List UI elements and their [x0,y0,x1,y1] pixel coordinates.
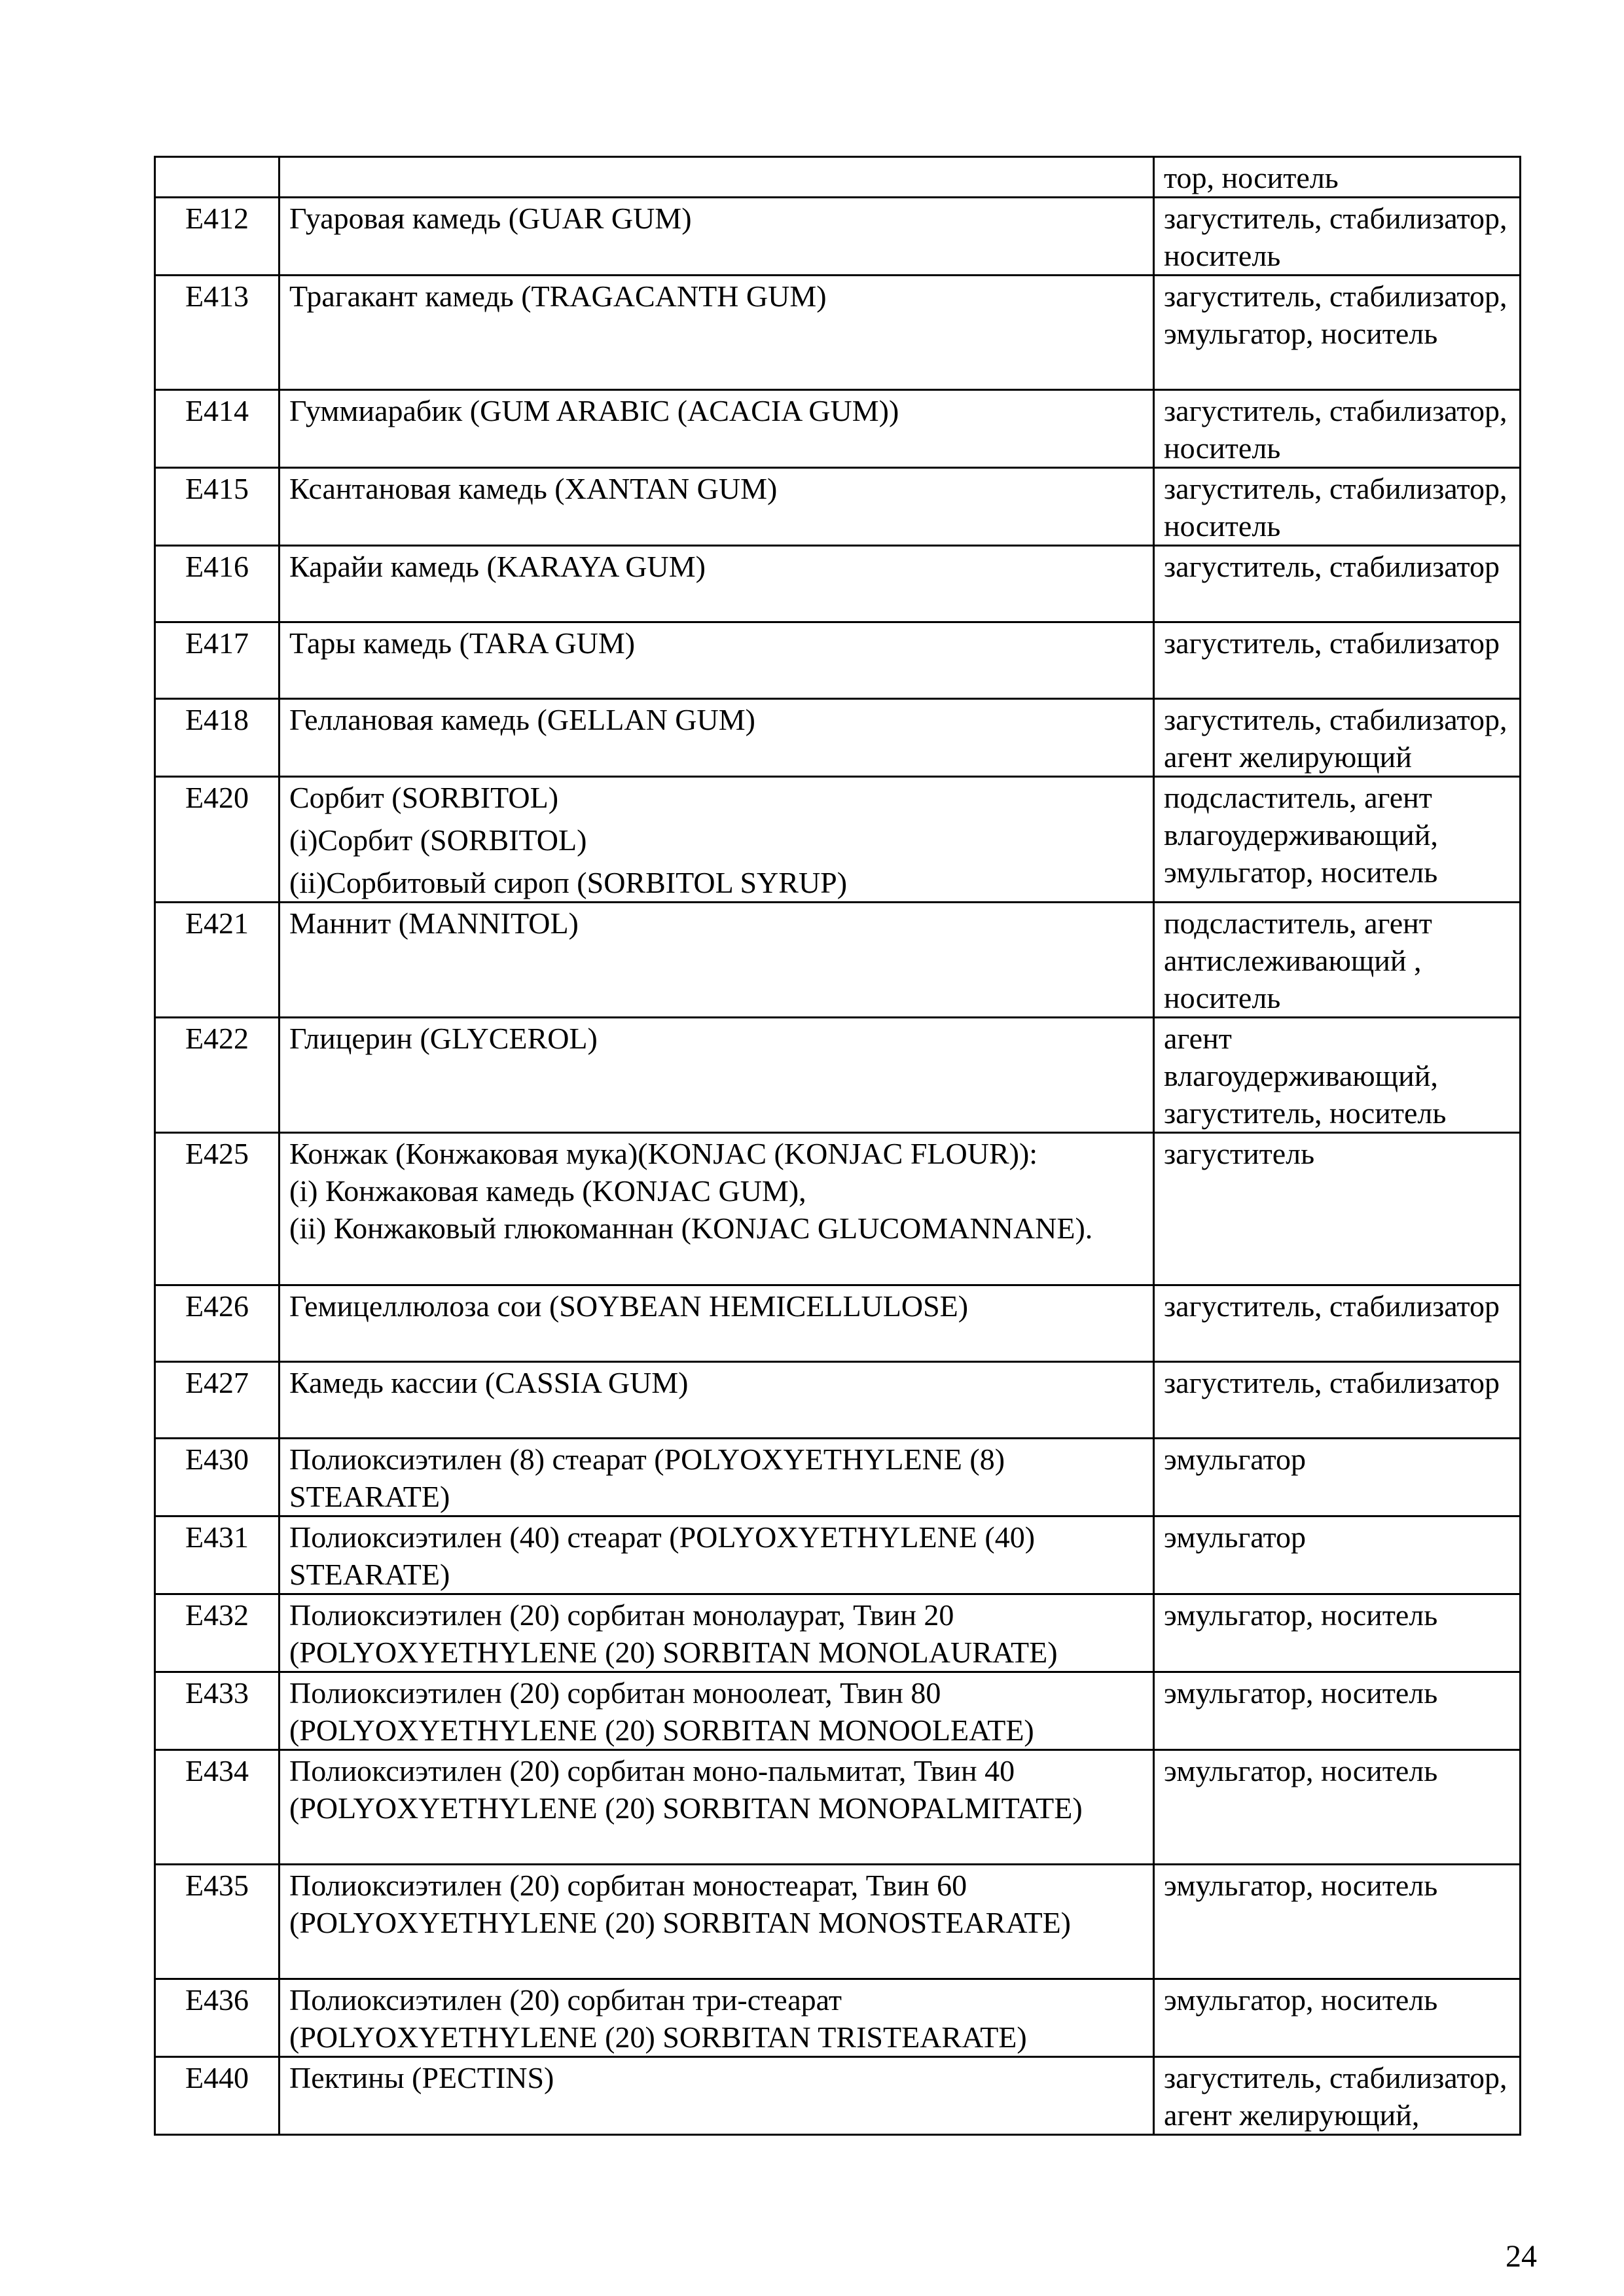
additive-name-line: Сорбит (SORBITOL) [289,781,559,814]
additive-code-cell: E421 [155,903,280,1018]
additive-name-line: Гемицеллюлоза сои (SOYBEAN HEMICELLULOSE) [289,1289,969,1323]
table-row [155,1594,1521,1672]
additive-code-cell: E420 [155,777,280,903]
additive-name-cell [280,622,1154,699]
technological-function-cell: загуститель, стабилизатор, агент желирующий, [1154,2057,1521,2135]
additive-code-cell: E417 [155,622,280,699]
additive-code-cell: E413 [155,276,280,390]
additive-name-cell [280,2057,1154,2135]
additive-name-cell [280,198,1154,276]
additive-code-cell: E427 [155,1362,280,1439]
technological-function-cell: загуститель [1154,1133,1521,1285]
table-row [155,1018,1521,1133]
technological-function-cell: эмульгатор [1154,1439,1521,1516]
additive-name-cell [280,1133,1154,1285]
technological-function-cell: эмульгатор, носитель [1154,1594,1521,1672]
additive-code-cell [155,157,280,198]
additive-code-cell: E412 [155,198,280,276]
additive-name-cell [280,157,1154,198]
table-row [155,198,1521,276]
additive-name-cell [280,1362,1154,1439]
additive-name-cell [280,390,1154,468]
additive-name-cell [280,276,1154,390]
additive-name-cell [280,1018,1154,1133]
table-row [155,1750,1521,1865]
additive-name-line: (i) Конжаковая камедь (KONJAC GUM), [289,1174,806,1208]
additive-name-cell [280,1750,1154,1865]
additive-code-cell: E430 [155,1439,280,1516]
additive-name-cell [280,1439,1154,1516]
table-row [155,622,1521,699]
table-row [155,1133,1521,1285]
additive-name-line: (ii)Сорбитовый сироп (SORBITOL SYRUP) [289,866,848,899]
table-row [155,1285,1521,1362]
additive-name-line: (i)Сорбит (SORBITOL) [289,823,587,857]
technological-function-cell: загуститель, стабилизатор, агент желирующий [1154,699,1521,777]
technological-function-cell: эмульгатор, носитель [1154,1979,1521,2057]
table-row [155,276,1521,390]
additive-name-line: Камедь кассии (CASSIA GUM) [289,1366,689,1399]
additive-name-line: Полиоксиэтилен (20) сорбитан моностеарат, Твин 60 (POLYOXYETHYLENE (20) SORBITAN MONOSTEARATE) [289,1869,1072,1939]
additive-code-cell: E435 [155,1865,280,1979]
table-row [155,390,1521,468]
additive-code-cell: E434 [155,1750,280,1865]
table-row [155,2057,1521,2135]
additive-code-cell: E436 [155,1979,280,2057]
technological-function-cell: загуститель, стабилизатор, эмульгатор, носитель [1154,276,1521,390]
additive-name-cell [280,777,1154,903]
table-row [155,1516,1521,1594]
additive-name-line: (ii) Конжаковый глюкоманнан (KONJAC GLUCOMANNANE). [289,1211,1093,1245]
additive-name-line: Карайи камедь (KARAYA GUM) [289,550,706,583]
additive-name-line: Полиоксиэтилен (20) сорбитан монолаурат, Твин 20 (POLYOXYETHYLENE (20) SORBITAN MONOLAURATE) [289,1598,1058,1669]
additive-name-line: Полиоксиэтилен (40) стеарат (POLYOXYETHYLENE (40) STEARATE) [289,1520,1036,1591]
additive-code-cell: E431 [155,1516,280,1594]
technological-function-cell: эмульгатор, носитель [1154,1750,1521,1865]
additive-name-cell [280,1516,1154,1594]
technological-function-cell: загуститель, стабилизатор [1154,546,1521,622]
additive-name-line: Геллановая камедь (GELLAN GUM) [289,703,755,736]
table-row [155,546,1521,622]
additive-name-line: Конжак (Конжаковая мука)(KONJAC (KONJAC FLOUR)): [289,1137,1038,1170]
additive-name-line: Маннит (MANNITOL) [289,906,579,940]
table-row [155,1672,1521,1750]
technological-function-cell: загуститель, стабилизатор, носитель [1154,198,1521,276]
additive-code-cell: E433 [155,1672,280,1750]
table-row [155,777,1521,903]
table-row [155,1865,1521,1979]
additive-name-line: Гуаровая камедь (GUAR GUM) [289,202,692,235]
additive-name-cell [280,1979,1154,2057]
table-row [155,903,1521,1018]
technological-function-cell: подсластитель, агент влагоудерживающий, эмульгатор, носитель [1154,777,1521,903]
additive-name-line: Гуммиарабик (GUM ARABIC (ACACIA GUM)) [289,394,899,427]
technological-function-cell: загуститель, стабилизатор [1154,1362,1521,1439]
additive-code-cell: E440 [155,2057,280,2135]
additive-name-cell [280,468,1154,546]
additive-name-line: Полиоксиэтилен (8) стеарат (POLYOXYETHYLENE (8) STEARATE) [289,1443,1005,1513]
table-row [155,1362,1521,1439]
page-number: 24 [1506,2239,1537,2274]
additive-code-cell: E416 [155,546,280,622]
additive-code-cell: E414 [155,390,280,468]
table-row [155,468,1521,546]
additive-code-cell: E415 [155,468,280,546]
table-row [155,699,1521,777]
technological-function-cell: загуститель, стабилизатор, носитель [1154,390,1521,468]
additive-name-line: Глицерин (GLYCEROL) [289,1022,598,1055]
additive-code-cell: E418 [155,699,280,777]
additive-name-cell [280,1594,1154,1672]
additive-name-line: Полиоксиэтилен (20) сорбитан три-стеарат (POLYOXYETHYLENE (20) SORBITAN TRISTEARATE) [289,1983,1027,2054]
additive-name-cell [280,546,1154,622]
additive-code-cell: E426 [155,1285,280,1362]
additive-code-cell: E425 [155,1133,280,1285]
table-row [155,157,1521,198]
technological-function-cell: эмульгатор, носитель [1154,1865,1521,1979]
table-body [155,157,1521,2135]
technological-function-cell: тор, носитель [1154,157,1521,198]
additive-name-line: Трагакант камедь (TRAGACANTH GUM) [289,279,827,313]
technological-function-cell: загуститель, стабилизатор [1154,1285,1521,1362]
additive-name-line: Пектины (PECTINS) [289,2061,554,2094]
additive-name-cell [280,903,1154,1018]
table-row [155,1979,1521,2057]
additive-name-cell [280,699,1154,777]
technological-function-cell: эмульгатор [1154,1516,1521,1594]
technological-function-cell: подсластитель, агент антислеживающий , носитель [1154,903,1521,1018]
additive-name-cell [280,1865,1154,1979]
technological-function-cell: агент влагоудерживающий, загуститель, носитель [1154,1018,1521,1133]
additive-name-cell [280,1672,1154,1750]
additive-name-cell [280,1285,1154,1362]
additive-name-line: Полиоксиэтилен (20) сорбитан моноолеат, Твин 80 (POLYOXYETHYLENE (20) SORBITAN MONOOLEATE) [289,1676,1034,1747]
technological-function-cell: загуститель, стабилизатор [1154,622,1521,699]
additive-code-cell: E432 [155,1594,280,1672]
additive-name-line: Ксантановая камедь (XANTAN GUM) [289,472,778,505]
additive-code-cell: E422 [155,1018,280,1133]
table-row [155,1439,1521,1516]
food-additives-table [154,156,1521,2136]
technological-function-cell: загуститель, стабилизатор, носитель [1154,468,1521,546]
additive-name-line: Тары камедь (TARA GUM) [289,626,636,660]
additive-name-line: Полиоксиэтилен (20) сорбитан моно-пальмитат, Твин 40 (POLYOXYETHYLENE (20) SORBITAN MONOPALMITATE) [289,1754,1083,1825]
technological-function-cell: эмульгатор, носитель [1154,1672,1521,1750]
